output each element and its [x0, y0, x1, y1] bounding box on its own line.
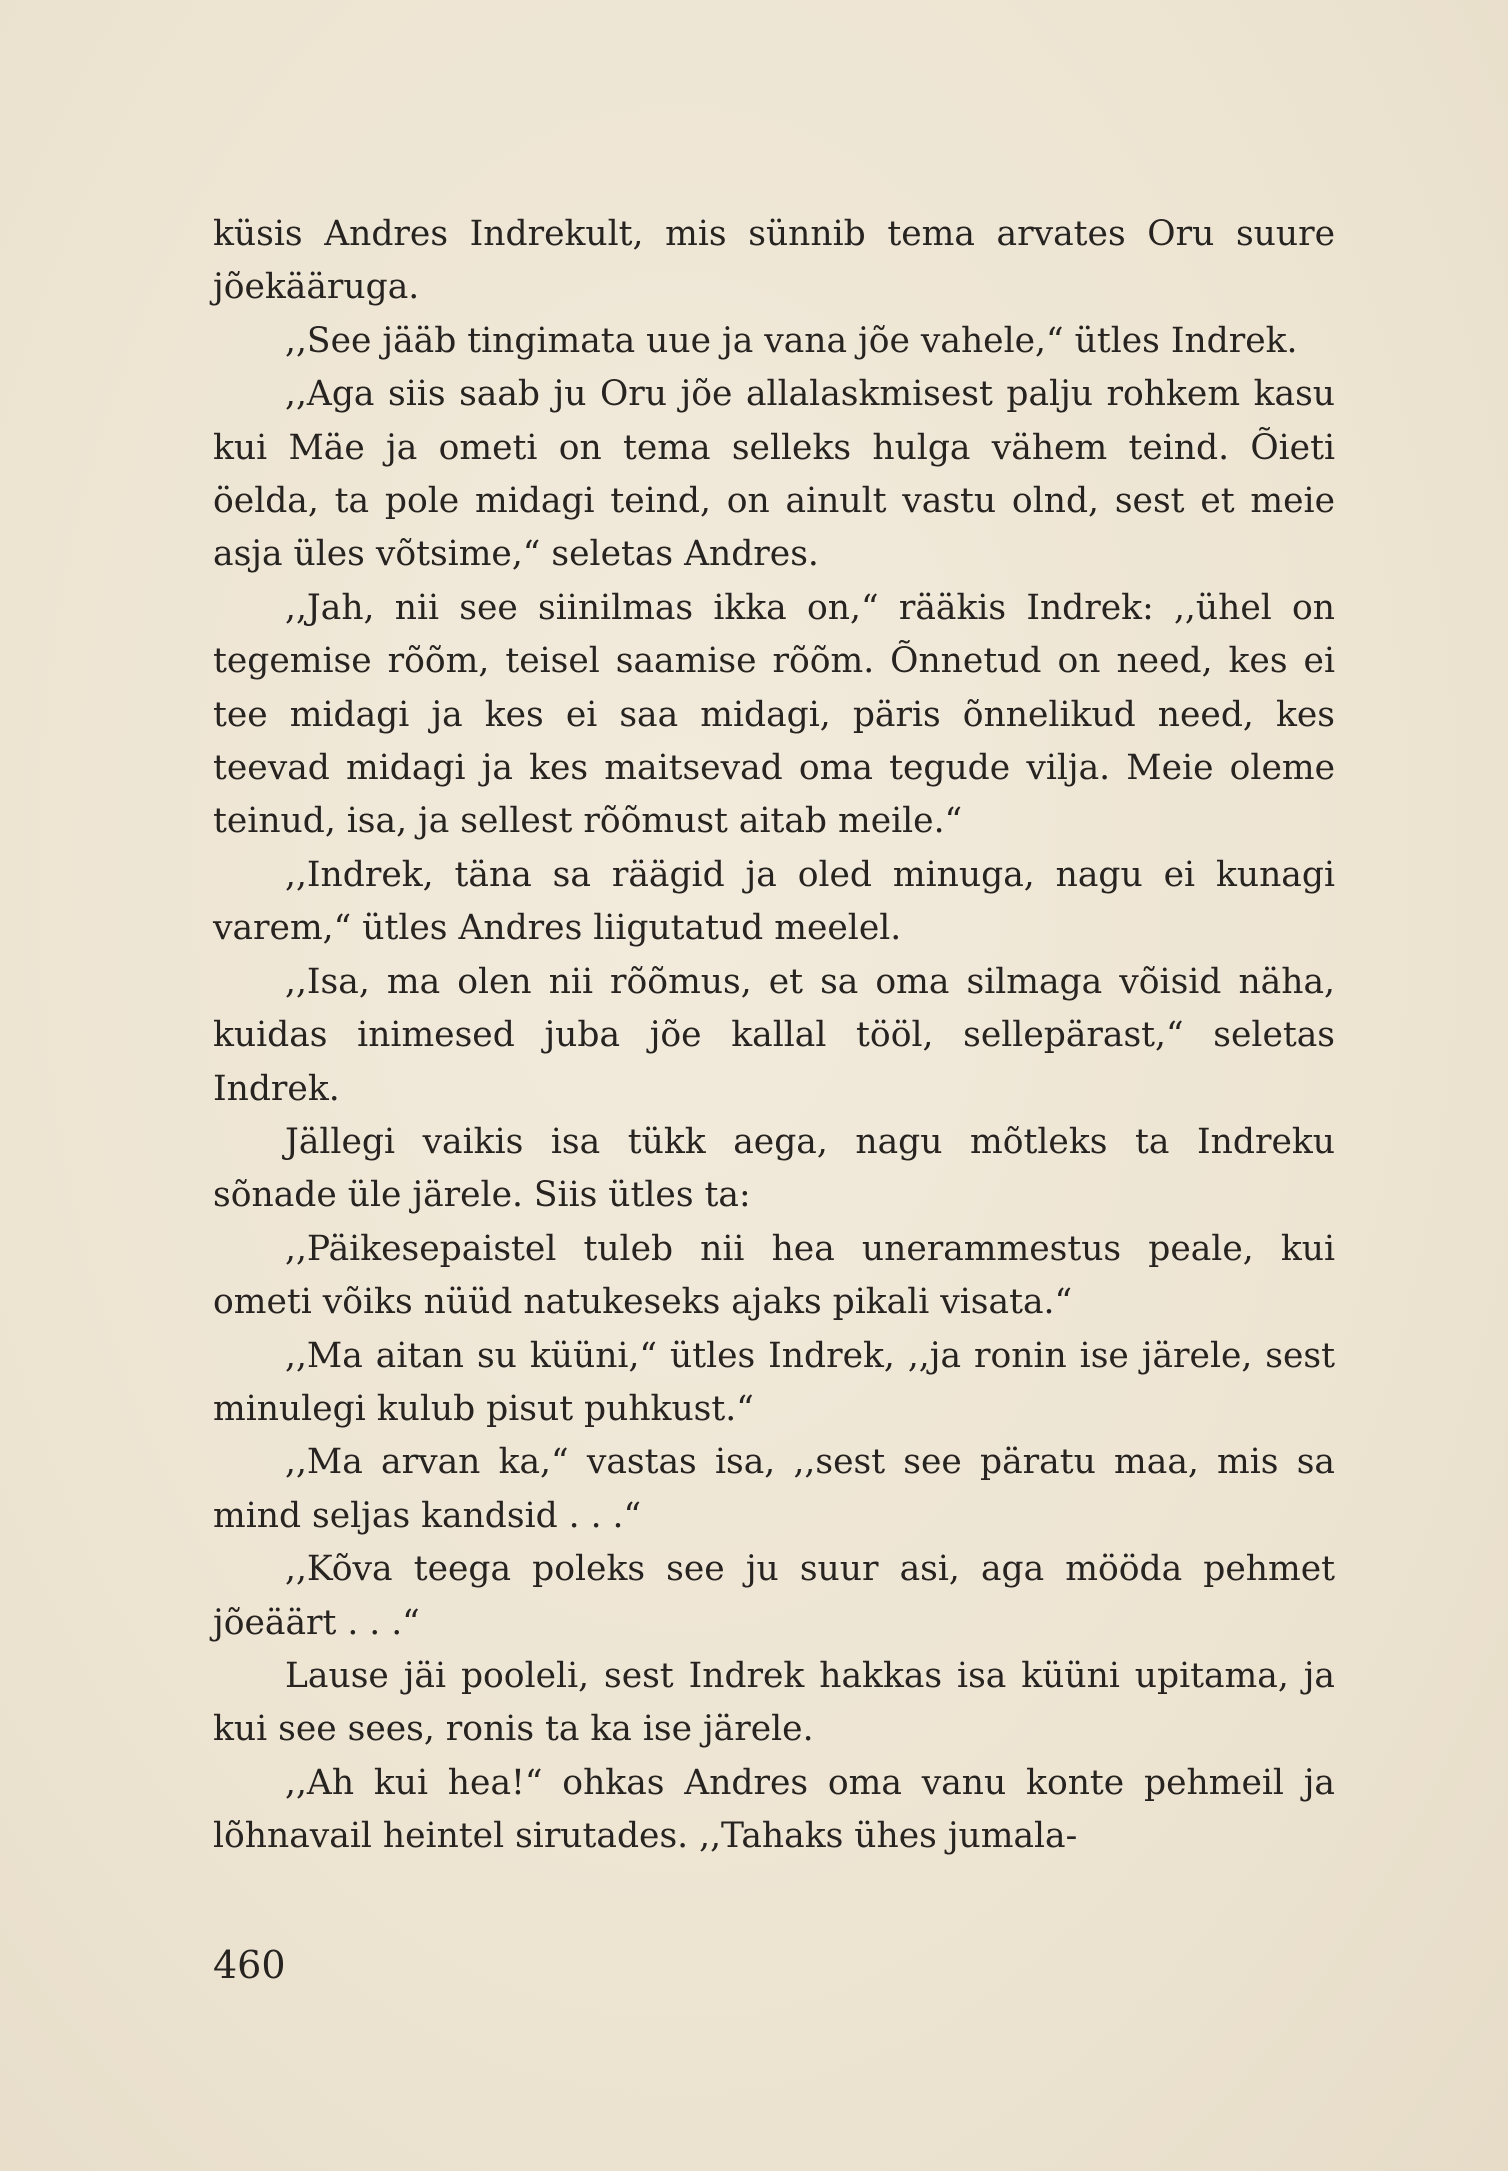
paragraph: ,,Päikesepaistel tuleb nii hea unerammestus peale, kui ometi võiks nüüd natukeseks ajaks pikali visata.“ — [213, 1228, 1335, 1323]
paragraph: ,,Ah kui hea!“ ohkas Andres oma vanu konte pehmeil ja lõhnavail heintel sirutades. ,,Tahaks ühes jumala- — [213, 1762, 1335, 1857]
paragraph: ,,Isa, ma olen nii rõõmus, et sa oma silmaga võisid näha, kuidas inimesed juba jõe kallal tööl, sellepärast,“ seletas Indrek. — [213, 961, 1335, 1109]
paragraph: Lause jäi pooleli, sest Indrek hakkas isa küüni upitama, ja kui see sees, ronis ta ka ise järele. — [213, 1655, 1335, 1750]
paragraph: küsis Andres Indrekult, mis sünnib tema arvates Oru suure jõekääruga. — [213, 214, 1335, 308]
page-number: 460 — [213, 1943, 286, 1987]
paragraph: ,,Ma arvan ka,“ vastas isa, ,,sest see päratu maa, mis sa mind seljas kandsid . . .“ — [213, 1442, 1335, 1536]
paragraph: ,,See jääb tingimata uue ja vana jõe vahele,“ ütles Indrek. — [285, 320, 1298, 361]
paragraph: ,,Indrek, täna sa räägid ja oled minuga, nagu ei kunagi varem,“ ütles Andres liigutatud meelel. — [213, 854, 1335, 949]
paragraph: ,,Aga siis saab ju Oru jõe allalaskmisest palju rohkem kasu kui Mäe ja ometi on tema selleks hulga vähem teind. Õieti öelda, ta pole midagi teind, on ainult vastu olnd, sest et meie asja üles võtsime,“ seletas Andres. — [213, 374, 1335, 575]
body-text — [213, 208, 1335, 1864]
paragraph: ,,Jah, nii see siinilmas ikka on,“ rääkis Indrek: ,,ühel on tegemise rõõm, teisel saamise rõõm. Õnnetud on need, kes ei tee midagi ja kes ei saa midagi, päris õnnelikud need, kes teevad midagi ja kes maitsevad oma tegude vilja. Meie oleme teinud, isa, ja sellest rõõmust aitab meile.“ — [213, 587, 1335, 842]
paragraph: ,,Ma aitan su küüni,“ ütles Indrek, ,,ja ronin ise järele, sest minulegi kulub pisut puhkust.“ — [213, 1335, 1335, 1429]
paragraph: ,,Kõva teega poleks see ju suur asi, aga mööda pehmet jõeäärt . . .“ — [213, 1549, 1335, 1643]
paragraph: Jällegi vaikis isa tükk aega, nagu mõtleks ta Indreku sõnade üle järele. Siis ütles ta: — [213, 1121, 1335, 1216]
